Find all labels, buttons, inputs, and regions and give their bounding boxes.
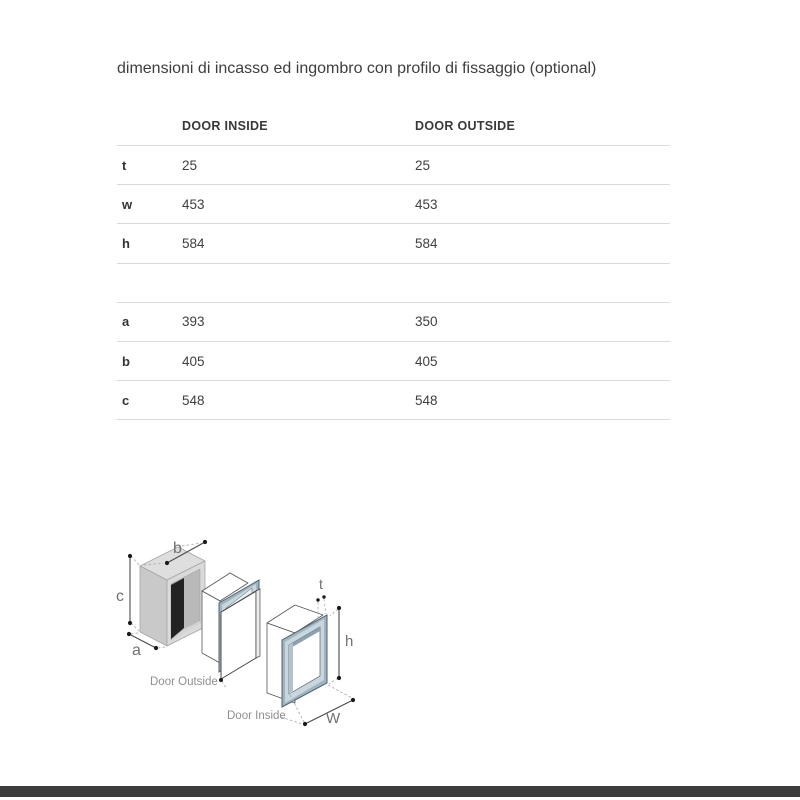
row-label: w [122,196,133,212]
svg-text:b: b [173,540,182,557]
table-row [117,184,670,223]
table-row [117,145,670,184]
cell-door-outside: 405 [415,353,438,369]
cell-door-outside: 25 [415,157,431,173]
cell-door-inside: 584 [182,235,205,251]
dimension-c [116,554,139,631]
row-label: a [122,314,130,330]
header-door-outside: DOOR OUTSIDE [415,118,516,133]
svg-text:a: a [132,642,141,659]
table-row [117,380,670,419]
table-row [117,223,670,262]
dimension-h [329,606,353,684]
cell-door-inside: 405 [182,353,205,369]
svg-text:t: t [319,576,323,592]
cell-door-outside: 548 [415,392,438,408]
row-label: c [122,392,130,408]
svg-text:h: h [345,633,354,650]
svg-text:W: W [326,710,341,727]
cell-door-outside: 453 [415,196,438,212]
cell-door-inside: 393 [182,314,205,330]
cell-door-inside: 25 [182,157,198,173]
row-label: h [122,235,130,251]
cell-door-inside: 453 [182,196,205,212]
row-label: t [122,157,127,173]
dimensions-table [117,106,670,420]
caption-door-inside: Door Inside [227,710,286,722]
installation-diagram [110,528,380,733]
page-title: dimensioni di incasso ed ingombro con profilo di fissaggio (optional) [117,60,597,77]
window-bottom-bar [0,786,800,797]
header-door-inside: DOOR INSIDE [182,118,268,133]
recess-box [140,547,205,646]
table-row-empty [117,263,670,302]
unit-door-inside [267,605,327,707]
caption-door-outside: Door Outside [150,676,218,688]
row-label: b [122,353,130,369]
cell-door-outside: 350 [415,314,438,330]
svg-text:c: c [116,588,124,605]
table-header-row [117,106,670,145]
table-row [117,302,670,341]
cell-door-inside: 548 [182,392,205,408]
cell-door-outside: 584 [415,235,438,251]
table-row [117,341,670,380]
unit-door-outside [202,573,260,688]
